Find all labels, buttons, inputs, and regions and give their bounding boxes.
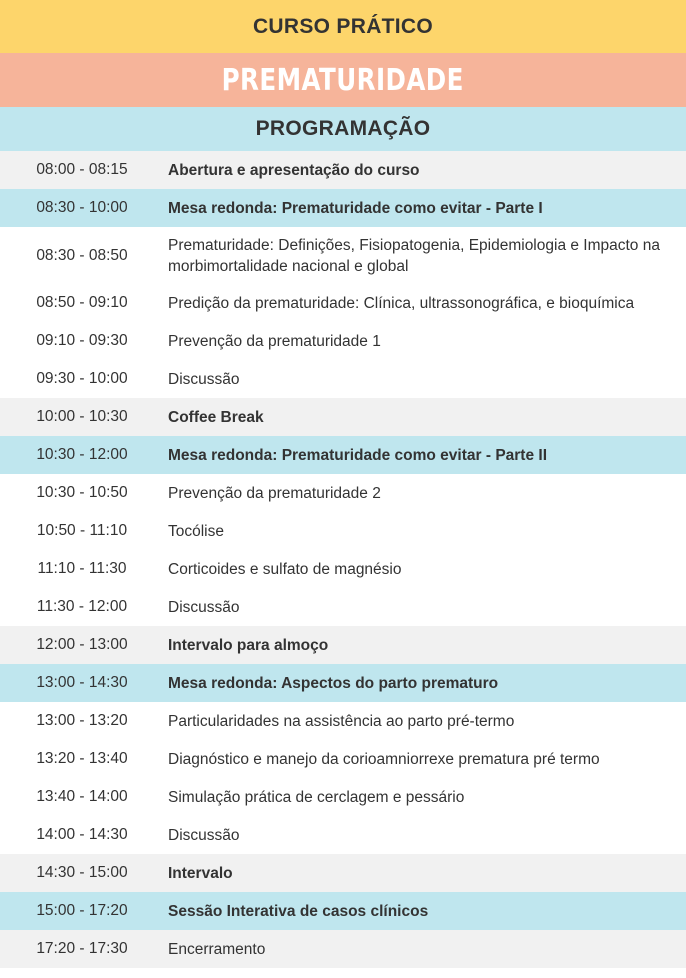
row-time: 08:50 - 09:10 (36, 294, 128, 311)
row-title: Particularidades na assistência ao parto pré-termo (168, 712, 515, 730)
row-title: Prevenção da prematuridade 2 (168, 484, 381, 502)
row-time: 10:30 - 12:00 (36, 446, 128, 463)
row-title: Simulação prática de cerclagem e pessário (168, 788, 465, 806)
row-time: 10:50 - 11:10 (36, 522, 128, 539)
schedule-row (0, 816, 686, 854)
row-title: Prevenção da prematuridade 1 (168, 332, 381, 350)
row-time: 08:30 - 08:50 (36, 246, 128, 264)
row-title: Tocólise (168, 522, 224, 540)
row-title: Prematuridade: Definições, Fisiopatogenia, Epidemiologia e Impacto na morbimortalidade nacional e global (168, 236, 660, 275)
schedule-table (0, 151, 686, 968)
row-time: 11:10 - 11:30 (37, 560, 127, 577)
row-title: Intervalo (168, 864, 233, 882)
row-time: 11:30 - 12:00 (36, 598, 128, 615)
row-title: Encerramento (168, 940, 266, 958)
row-time: 13:00 - 14:30 (36, 674, 128, 691)
schedule-row (0, 284, 686, 322)
row-title: Mesa redonda: Prematuridade como evitar - Parte I (168, 199, 543, 217)
topic-title: PREMATURIDADE (221, 62, 465, 98)
row-time: 13:00 - 13:20 (36, 712, 128, 729)
row-title: Corticoides e sulfato de magnésio (168, 560, 402, 578)
schedule-row-opening (0, 151, 686, 189)
row-time: 10:30 - 10:50 (36, 484, 128, 501)
row-time: 08:00 - 08:15 (36, 161, 128, 178)
row-title: Discussão (168, 598, 240, 616)
schedule-row-break (0, 854, 686, 892)
row-title: Discussão (168, 370, 240, 388)
program-heading: PROGRAMAÇÃO (255, 117, 431, 140)
row-time: 10:00 - 10:30 (36, 408, 128, 425)
row-title: Predição da prematuridade: Clínica, ultrassonográfica, e bioquímica (168, 294, 635, 312)
schedule-row-session-2 (0, 436, 686, 474)
row-time: 13:40 - 14:00 (36, 788, 128, 805)
schedule-row (0, 322, 686, 360)
schedule-row-closing (0, 930, 686, 968)
row-time: 15:00 - 17:20 (36, 902, 128, 919)
row-time: 17:20 - 17:30 (36, 940, 128, 957)
schedule-row-session-1 (0, 189, 686, 227)
schedule-row (0, 550, 686, 588)
course-title: CURSO PRÁTICO (252, 14, 434, 38)
schedule-row-session-4 (0, 892, 686, 930)
row-title: Coffee Break (168, 408, 264, 426)
schedule-row-lunch (0, 626, 686, 664)
schedule-row (0, 702, 686, 740)
row-time: 14:30 - 15:00 (36, 864, 128, 881)
schedule-row (0, 512, 686, 550)
program-banner (0, 107, 686, 151)
schedule-row (0, 360, 686, 398)
row-time: 12:00 - 13:00 (36, 636, 128, 653)
row-title: Sessão Interativa de casos clínicos (168, 902, 429, 920)
schedule-row (0, 474, 686, 512)
row-time: 09:10 - 09:30 (36, 332, 128, 349)
row-time: 09:30 - 10:00 (36, 370, 128, 387)
row-title: Discussão (168, 826, 240, 844)
row-title: Abertura e apresentação do curso (168, 161, 420, 179)
row-title: Intervalo para almoço (168, 636, 329, 654)
row-title: Mesa redonda: Aspectos do parto prematuro (168, 674, 499, 692)
schedule-row (0, 227, 686, 284)
row-time: 14:00 - 14:30 (36, 826, 128, 843)
topic-banner (0, 53, 686, 107)
schedule-row (0, 740, 686, 778)
schedule-row (0, 778, 686, 816)
row-title: Mesa redonda: Prematuridade como evitar - Parte II (168, 446, 548, 464)
schedule-row-coffee-break (0, 398, 686, 436)
schedule-row (0, 588, 686, 626)
row-time: 13:20 - 13:40 (36, 750, 128, 767)
row-title: Diagnóstico e manejo da corioamniorrexe prematura pré termo (168, 750, 600, 768)
course-banner (0, 0, 686, 53)
schedule-row-session-3 (0, 664, 686, 702)
row-time: 08:30 - 10:00 (36, 199, 128, 216)
